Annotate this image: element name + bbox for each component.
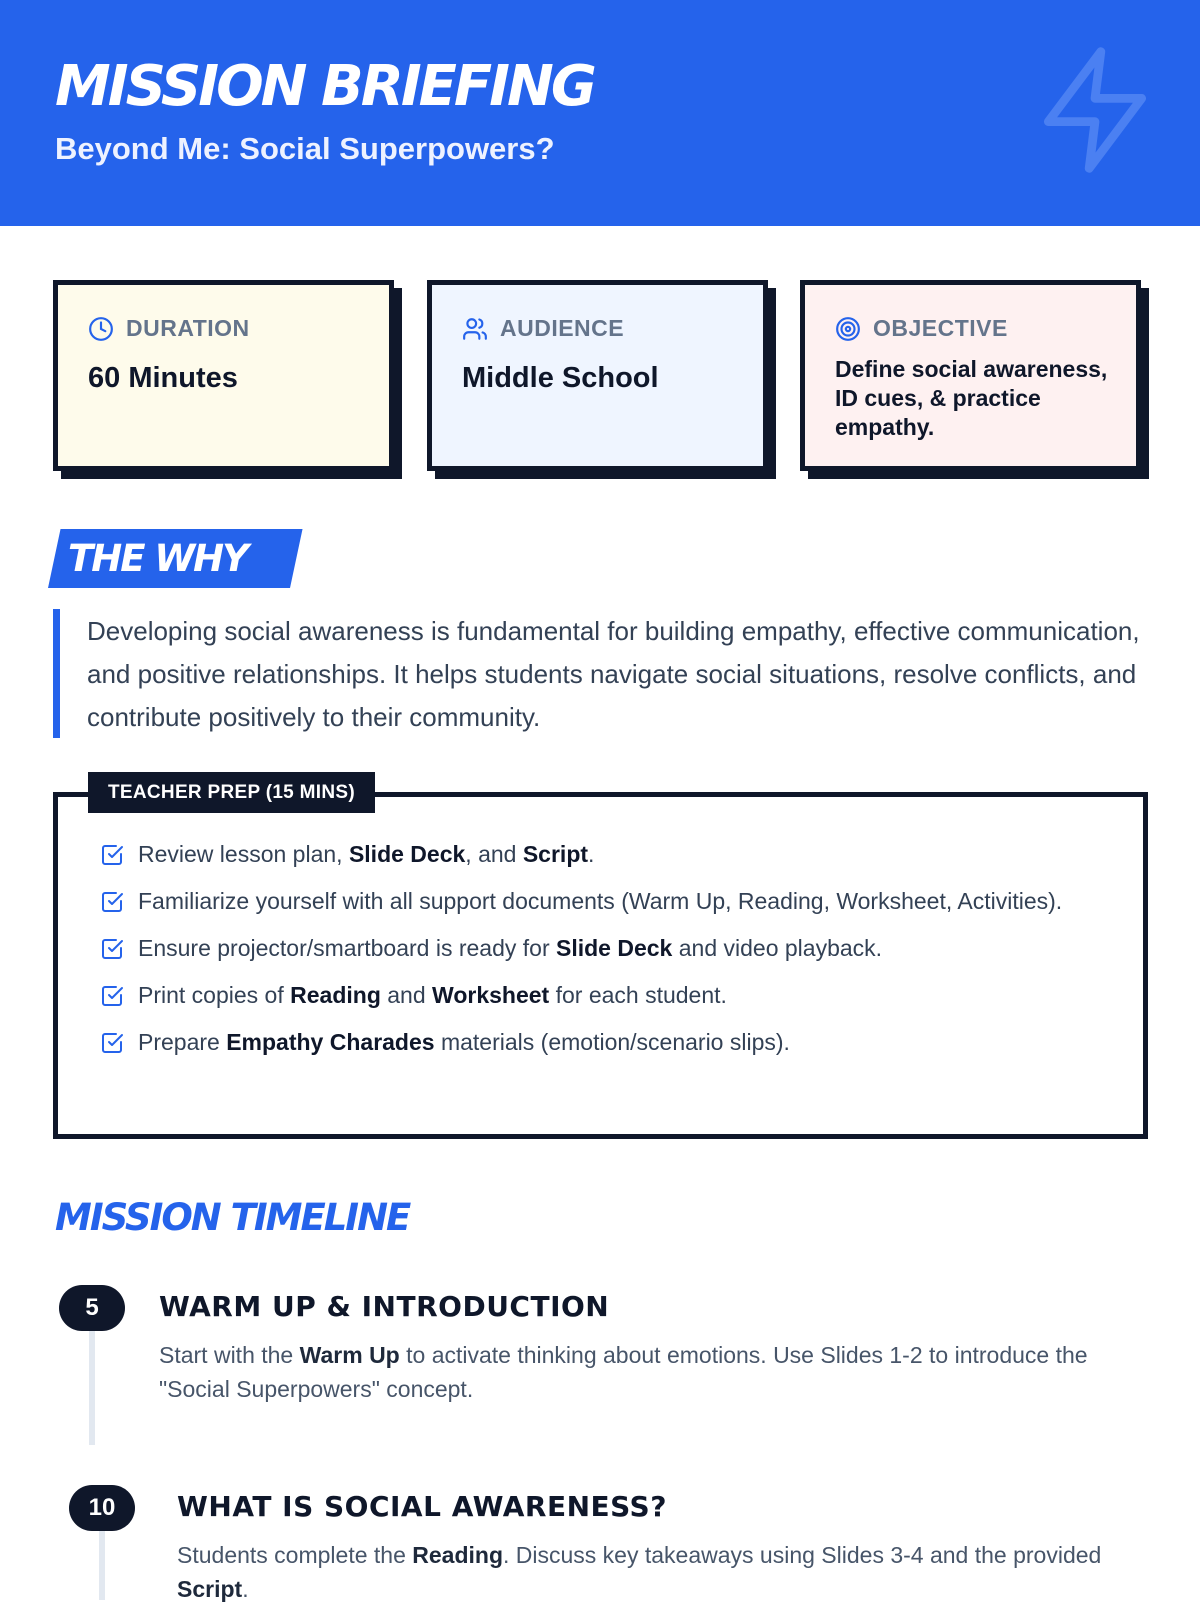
timeline-step-minutes: 5 <box>59 1285 125 1331</box>
checklist-item-text <box>138 979 727 1012</box>
emphasis-text: Warm Up <box>299 1342 400 1368</box>
audience-card <box>427 280 768 471</box>
timeline-step-description <box>159 1338 1119 1406</box>
page-subtitle: Beyond Me: Social Superpowers? <box>55 131 555 166</box>
target-icon <box>835 316 861 342</box>
text-segment: Start with the <box>159 1342 300 1368</box>
timeline-step-minutes: 10 <box>69 1485 135 1531</box>
text-segment: and video playback. <box>672 935 883 961</box>
timeline-connector <box>99 1530 105 1600</box>
checklist-item <box>100 979 1100 1012</box>
checkbox-check-icon <box>100 1031 124 1055</box>
emphasis-text: Slide Deck <box>348 841 466 867</box>
checklist-item-text <box>138 932 882 965</box>
emphasis-text: Worksheet <box>432 982 550 1008</box>
timeline-heading: MISSION TIMELINE <box>55 1196 410 1239</box>
emphasis-text: Slide Deck <box>556 935 673 961</box>
emphasis-text: Script <box>177 1576 243 1602</box>
checklist-item <box>100 932 1100 965</box>
text-segment: Ensure projector/smartboard is ready for <box>138 935 557 961</box>
checkbox-check-icon <box>100 937 124 961</box>
why-text: Developing social awareness is fundamental for building empathy, effective communication, and positive relationships. It helps students navigate social situations, resolve conflicts, and contribute positively to their community. <box>87 616 1140 732</box>
teacher-prep-heading: TEACHER PREP (15 MINS) <box>88 772 375 813</box>
emphasis-text: Script <box>522 841 589 867</box>
emphasis-text: Reading <box>290 982 381 1008</box>
text-segment: Print copies of <box>138 982 291 1008</box>
audience-label: AUDIENCE <box>500 315 625 341</box>
timeline-step-description <box>177 1538 1137 1606</box>
objective-label: OBJECTIVE <box>873 315 1008 341</box>
clock-icon <box>88 316 114 342</box>
checklist-item-text <box>138 838 594 871</box>
text-segment: to activate thinking about emotions. Use Slides 1-2 to introduce the "Social Superpowers" concept. <box>159 1342 1088 1402</box>
text-segment: Students complete the <box>177 1542 413 1568</box>
duration-card <box>53 280 394 471</box>
checklist-item-text <box>138 885 1062 918</box>
text-segment: , and <box>465 841 523 867</box>
text-segment: and <box>380 982 433 1008</box>
why-heading: THE WHY <box>68 537 247 580</box>
text-segment: materials (emotion/scenario slips). <box>434 1029 790 1055</box>
why-accent-bar <box>53 609 60 738</box>
audience-value: Middle School <box>462 362 659 394</box>
checklist-item <box>100 885 1100 918</box>
emphasis-text: Reading <box>412 1542 503 1568</box>
emphasis-text: Empathy Charades <box>226 1029 435 1055</box>
text-segment: . Discuss key takeaways using Slides 3-4 and the provided <box>503 1542 1102 1568</box>
timeline-step-title: WARM UP & INTRODUCTION <box>159 1290 610 1323</box>
checklist-item <box>100 1026 1100 1059</box>
timeline-connector <box>89 1330 95 1445</box>
checkbox-check-icon <box>100 890 124 914</box>
objective-card <box>800 280 1141 471</box>
header-banner <box>0 0 1200 226</box>
page-title: MISSION BRIEFING <box>55 54 594 119</box>
duration-label: DURATION <box>126 315 250 341</box>
timeline-step-title: WHAT IS SOCIAL AWARENESS? <box>177 1490 667 1523</box>
bolt-icon <box>1025 30 1165 190</box>
text-segment: Familiarize yourself with all support documents (Warm Up, Reading, Worksheet, Activities). <box>138 888 1063 914</box>
checkbox-check-icon <box>100 843 124 867</box>
duration-value: 60 Minutes <box>88 362 238 394</box>
checklist-item <box>100 838 1100 871</box>
users-icon <box>462 316 488 342</box>
teacher-prep-list <box>100 838 1100 1073</box>
checklist-item-text <box>138 1026 790 1059</box>
text-segment: . <box>588 841 595 867</box>
text-segment: . <box>242 1576 249 1602</box>
text-segment: Review lesson plan, <box>138 841 349 867</box>
objective-value: Define social awareness, ID cues, & practice empathy. <box>835 356 1108 440</box>
text-segment: Prepare <box>138 1029 227 1055</box>
checkbox-check-icon <box>100 984 124 1008</box>
text-segment: for each student. <box>549 982 727 1008</box>
